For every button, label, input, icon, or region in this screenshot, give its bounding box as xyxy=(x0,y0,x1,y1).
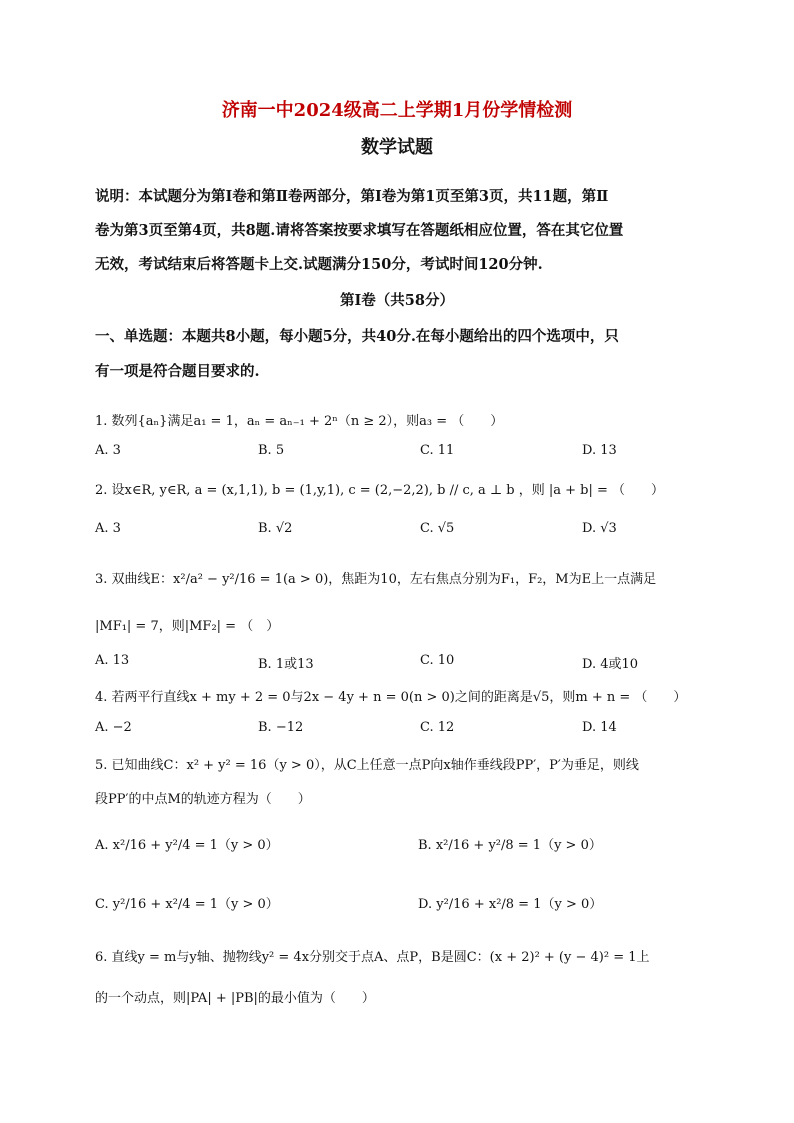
instruction-line-2: 卷为第3页至第4页，共8题.请将答案按要求填写在答题纸相应位置，答在其它位置 xyxy=(95,222,624,239)
question-6-stem-line-2: 的一个动点，则|PA| + |PB|的最小值为（ ） xyxy=(95,991,375,1006)
question-6-stem-line-1: 6. 直线y = m与y轴、抛物线y² = 4x分别交于点A、点P，B是圆C：(x + 2)² + (y − 4)² = 1上 xyxy=(95,950,650,965)
exam-subtitle: 数学试题 xyxy=(361,137,433,158)
question-2-option-d: D. √3 xyxy=(582,521,617,536)
section-heading-line-2: 有一项是符合题目要求的. xyxy=(95,363,260,380)
question-4-option-d: D. 14 xyxy=(582,720,617,735)
section-heading-line-1: 一、单选题：本题共8小题，每小题5分，共40分.在每小题给出的四个选项中，只 xyxy=(95,328,619,345)
question-3-stem-line-1: 3. 双曲线E：x²/a² − y²/16 = 1(a > 0)，焦距为10，左右焦点分别为F₁，F₂，M为E上一点满足 xyxy=(95,572,657,587)
question-3-stem-line-2: |MF₁| = 7，则|MF₂| = （ ） xyxy=(95,619,280,634)
question-3-option-d: D. 4或10 xyxy=(582,657,639,672)
question-3-option-b: B. 1或13 xyxy=(258,657,314,672)
question-1-option-b: B. 5 xyxy=(258,443,285,458)
question-4-option-b: B. −12 xyxy=(258,720,304,735)
question-5-stem-line-2: 段PP′的中点M的轨迹方程为（ ） xyxy=(95,792,311,807)
question-4-stem: 4. 若两平行直线x + my + 2 = 0与2x − 4y + n = 0(n > 0)之间的距离是√5，则m + n = （ ） xyxy=(95,690,687,705)
question-3-option-c: C. 10 xyxy=(420,653,455,668)
question-2-option-a: A. 3 xyxy=(95,521,121,536)
question-2-option-b: B. √2 xyxy=(258,521,293,536)
question-4-option-a: A. −2 xyxy=(95,720,132,735)
part-heading: 第Ⅰ卷（共58分） xyxy=(340,292,454,309)
instruction-line-3: 无效，考试结束后将答题卡上交.试题满分150分，考试时间120分钟. xyxy=(95,256,543,273)
question-5-stem-line-1: 5. 已知曲线C：x² + y² = 16（y > 0），从C上任意一点P向x轴作垂线段PP′，P′为垂足，则线 xyxy=(95,758,639,773)
question-3-option-a: A. 13 xyxy=(95,653,130,668)
question-5-option-c: C. y²/16 + x²/4 = 1（y > 0） xyxy=(95,897,279,912)
question-1-option-d: D. 13 xyxy=(582,443,617,458)
question-5-option-a: A. x²/16 + y²/4 = 1（y > 0） xyxy=(95,838,279,853)
instruction-line-1: 说明：本试题分为第Ⅰ卷和第Ⅱ卷两部分，第Ⅰ卷为第1页至第3页，共11题，第Ⅱ xyxy=(95,188,609,205)
question-4-option-c: C. 12 xyxy=(420,720,455,735)
question-1-option-c: C. 11 xyxy=(420,443,455,458)
question-5-option-b: B. x²/16 + y²/8 = 1（y > 0） xyxy=(418,838,602,853)
question-2-option-c: C. √5 xyxy=(420,521,455,536)
question-1-stem: 1. 数列{aₙ}满足a₁ = 1，aₙ = aₙ₋₁ + 2ⁿ（n ≥ 2），则a₃ = （ ） xyxy=(95,414,504,429)
question-5-option-d: D. y²/16 + x²/8 = 1（y > 0） xyxy=(418,897,603,912)
question-2-stem: 2. 设x∈R, y∈R, a = (x,1,1), b = (1,y,1), c = (2,−2,2), b // c, a ⊥ b ，则 |a + b| = （ ） xyxy=(95,483,665,498)
question-1-option-a: A. 3 xyxy=(95,443,121,458)
exam-title: 济南一中2024级高二上学期1月份学情检测 xyxy=(221,100,573,121)
